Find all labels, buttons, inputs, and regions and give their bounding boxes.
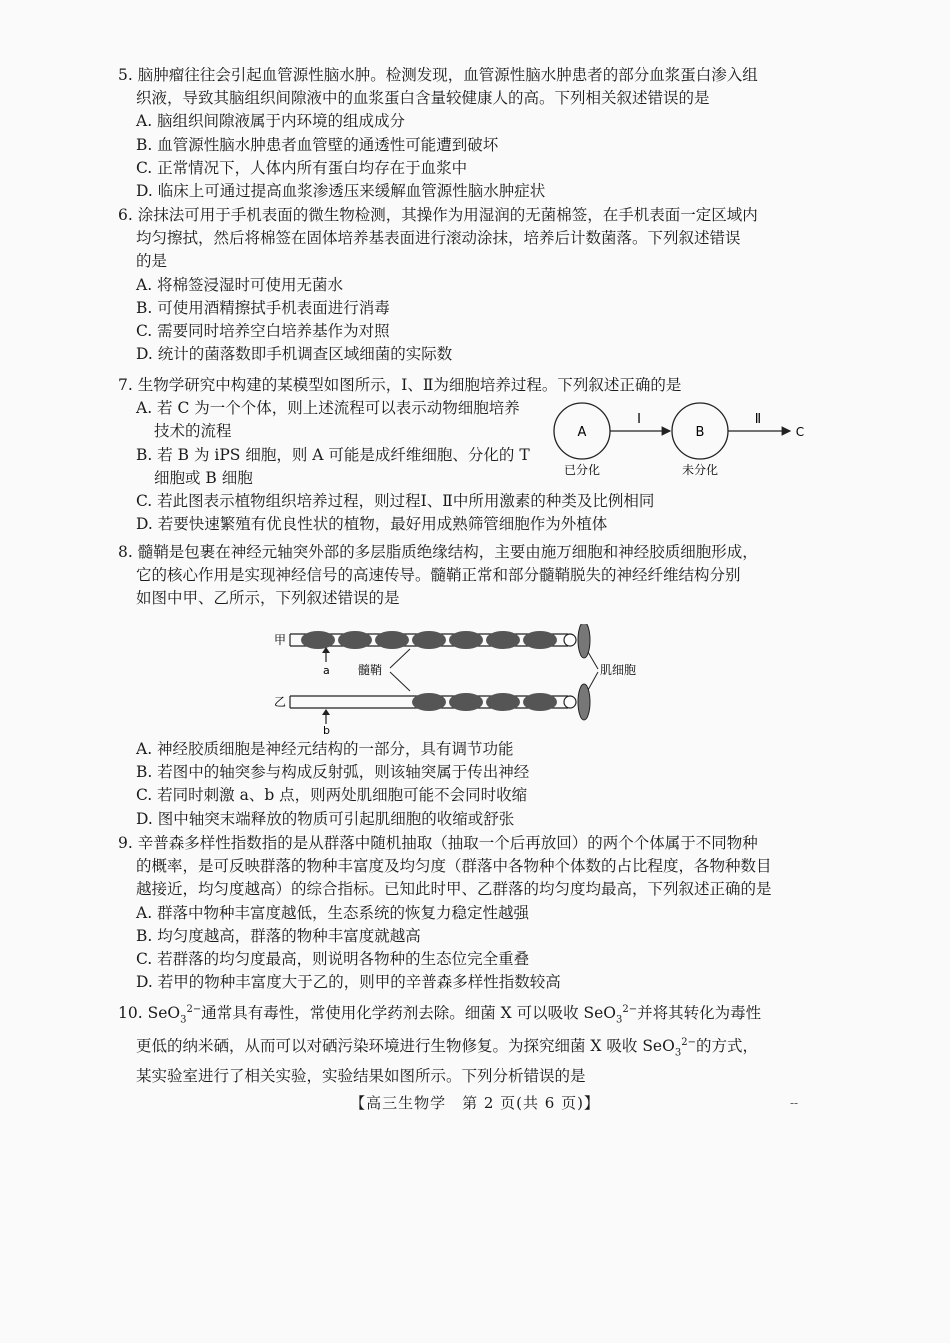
question-8 — [118, 541, 818, 611]
q8-pointer-muscle-2 — [588, 672, 598, 690]
q5-stem-line: 5. 脑肿瘤往往会引起血管源性脑水肿。检测发现，血管源性脑水肿患者的部分血浆蛋白渗入组 — [118, 66, 758, 84]
q7-label-a: A — [577, 425, 587, 440]
q6-stem-line: 6. 涂抹法可用于手机表面的微生物检测，其操作为用湿润的无菌棉签，在手机表面一定区域内 — [118, 206, 758, 224]
q6-stem-line: 的是 — [136, 252, 168, 271]
myelin-segment — [375, 631, 409, 649]
myelin-segment — [301, 631, 335, 649]
q8-label-a: a — [323, 664, 330, 677]
q6-option-a: A. 将棉签浸湿时可使用无菌水 — [136, 275, 344, 294]
q6-option-c: C. 需要同时培养空白培养基作为对照 — [136, 322, 390, 341]
q5-option-c: C. 正常情况下，人体内所有蛋白均存在于血浆中 — [136, 158, 468, 177]
q9-option-a: A. 群落中物种丰富度越低，生态系统的恢复力稳定性越强 — [136, 903, 530, 922]
q8-option-b: B. 若图中的轴突参与构成反射弧，则该轴突属于传出神经 — [136, 763, 530, 782]
q7-stem: 7. 生物学研究中构建的某模型如图所示，Ⅰ、Ⅱ为细胞培养过程。下列叙述正确的是 — [118, 376, 682, 394]
q8-options — [118, 738, 818, 831]
q8-diagram — [268, 624, 678, 736]
q8-label-myelin: 髓鞘 — [358, 663, 383, 677]
myelin-segment — [523, 693, 557, 711]
q8-option-c: C. 若同时刺激 a、b 点，则两处肌细胞可能不会同时收缩 — [136, 786, 528, 805]
q7-option-c: C. 若此图表示植物组织培养过程，则过程Ⅰ、Ⅱ中所用激素的种类及比例相同 — [136, 492, 655, 511]
q8-pointer-muscle-1 — [588, 652, 598, 669]
q6-stem-line: 均匀擦拭，然后将棉签在固体培养基表面进行滚动涂抹，培养后计数菌落。下列叙述错误 — [136, 229, 741, 248]
q10-text: 通常具有毒性，常使用化学药剂去除。细菌 X 可以吸收 SeO — [201, 1004, 617, 1023]
q7-option-a-cont: 技术的流程 — [154, 422, 232, 441]
q7-caption-b: 未分化 — [681, 463, 719, 477]
q9-option-b: B. 均匀度越高，群落的物种丰富度就越高 — [136, 926, 421, 945]
q7-diagram — [550, 398, 810, 480]
q7-caption-a: 已分化 — [563, 463, 601, 477]
q5-stem-line: 织液，导致其脑组织间隙液中的血浆蛋白含量较健康人的高。下列相关叙述错误的是 — [136, 89, 710, 108]
q8-pointer-myelin-2 — [390, 672, 410, 691]
q8-pointer-myelin-1 — [390, 649, 410, 668]
myelin-segment — [449, 693, 483, 711]
question-6 — [118, 204, 818, 366]
q7-option-a: A. 若 C 为一个个体，则上述流程可以表示动物细胞培养 — [136, 399, 520, 418]
q6-option-b: B. 可使用酒精擦拭手机表面进行消毒 — [136, 298, 390, 317]
q10-sup: 2− — [622, 1004, 638, 1015]
q5-option-a: A. 脑组织间隙液属于内环境的组成成分 — [136, 112, 406, 131]
myelin-segment — [486, 693, 520, 711]
q7-step-1: Ⅰ — [637, 412, 641, 427]
q8-label-b: b — [323, 724, 330, 736]
q7-step-2: Ⅱ — [754, 412, 762, 427]
q7-label-b: B — [695, 425, 705, 440]
q10-sub: 3 — [180, 1014, 187, 1026]
myelin-segment — [338, 631, 372, 649]
q8-arrowhead-b — [322, 709, 330, 715]
question-9 — [118, 832, 818, 994]
myelin-segment — [412, 631, 446, 649]
q8-stem-line: 它的核心作用是实现神经信号的高速传导。髓鞘正常和部分髓鞘脱失的神经纤维结构分别 — [136, 566, 741, 585]
q10-stem-line-2 — [118, 1031, 818, 1064]
q9-option-c: C. 若群落的均匀度最高，则说明各物种的生态位完全重叠 — [136, 950, 530, 969]
q8-option-d: D. 图中轴突末端释放的物质可引起肌细胞的收缩或舒张 — [136, 809, 515, 828]
q8-label-yi: 乙 — [274, 695, 287, 709]
q8-option-a: A. 神经胶质细胞是神经元结构的一部分，具有调节功能 — [136, 740, 514, 758]
q9-stem-line: 越接近，均匀度越高）的综合指标。已知此时甲、乙群落的均匀度均最高，下列叙述正确的是 — [136, 880, 772, 899]
q10-sub: 3 — [616, 1014, 623, 1026]
q10-text: 更低的纳米硒，从而可以对硒污染环境进行生物修复。为探究细菌 X 吸收 SeO — [136, 1037, 675, 1056]
myelin-segment — [449, 631, 483, 649]
q8-stem-line: 如图中甲、乙所示，下列叙述错误的是 — [136, 589, 400, 608]
q9-option-d: D. 若甲的物种丰富度大于乙的，则甲的辛普森多样性指数较高 — [136, 973, 561, 992]
q8-muscle-yi — [578, 684, 590, 720]
q8-label-muscle: 肌细胞 — [600, 663, 637, 677]
page-footer: 【高三生物学 第 2 页(共 6 页)】 — [350, 1094, 600, 1112]
q10-text: 并将其转化为毒性 — [637, 1004, 762, 1023]
q5-option-b: B. 血管源性脑水肿患者血管壁的通透性可能遭到破坏 — [136, 135, 499, 154]
q7-option-b: B. 若 B 为 iPS 细胞，则 A 可能是成纤维细胞、分化的 T — [136, 445, 530, 464]
q7-label-c: C — [795, 425, 805, 439]
myelin-segment — [486, 631, 520, 649]
q8-terminal-yi — [564, 696, 576, 708]
q8-stem-line: 8. 髓鞘是包裹在神经元轴突外部的多层脂质绝缘结构，主要由施万细胞和神经胶质细胞形成， — [118, 543, 758, 561]
q8-terminal-jia — [564, 634, 576, 646]
question-10 — [118, 998, 818, 1088]
q6-option-d: D. 统计的菌落数即手机调查区域细菌的实际数 — [136, 345, 453, 364]
q8-label-jia: 甲 — [274, 633, 287, 647]
q10-sup: 2− — [186, 1004, 202, 1015]
q7-option-d: D. 若要快速繁殖有优良性状的植物，最好用成熟筛管细胞作为外植体 — [136, 515, 608, 534]
q9-stem-line: 的概率，是可反映群落的物种丰富度及均匀度（群落中各物种个体数的占比程度，各物种数目 — [136, 857, 772, 876]
myelin-segment — [412, 693, 446, 711]
question-5 — [118, 64, 818, 203]
q7-option-b-cont: 细胞或 B 细胞 — [154, 468, 253, 487]
q10-stem-line-1 — [118, 998, 818, 1031]
footer-mark: -- — [790, 1096, 799, 1110]
myelin-segment — [523, 631, 557, 649]
q10-stem-line-3: 某实验室进行了相关实验，实验结果如图所示。下列分析错误的是 — [136, 1066, 586, 1085]
q5-option-d: D. 临床上可通过提高血浆渗透压来缓解血管源性脑水肿症状 — [136, 182, 546, 201]
q10-sub: 3 — [674, 1047, 682, 1059]
q10-text: 的方式， — [695, 1037, 758, 1056]
q9-stem-line: 9. 辛普森多样性指数指的是从群落中随机抽取（抽取一个后再放回）的两个个体属于不同物种 — [118, 834, 758, 852]
q10-sup: 2− — [681, 1037, 696, 1049]
q10-text: 10. SeO — [118, 1004, 181, 1023]
